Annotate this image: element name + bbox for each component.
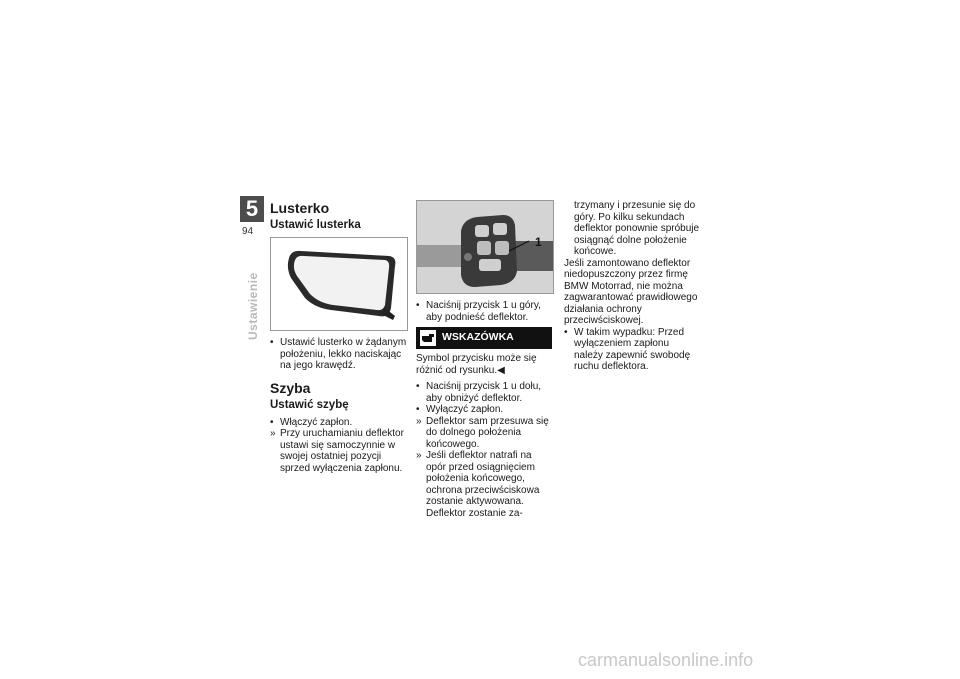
subsection-title-adjust-mirror: Ustawić lusterka	[270, 219, 361, 231]
note-title: WSKAZÓWKA	[442, 331, 514, 343]
list-item-text: W takim wypadku: Przed wyłączeniem zapłonu należy zapewnić swobodę ruchu deflektora.	[574, 326, 691, 372]
list-item	[416, 300, 552, 323]
callout-number: 1	[535, 235, 542, 249]
list-item-text: Deflektor sam przesuwa się do dolnego położenia końcowego.	[426, 415, 549, 450]
list-item	[270, 337, 408, 372]
list-item	[416, 416, 552, 451]
list-item	[416, 381, 552, 404]
switch-drawing	[417, 201, 553, 293]
list-item-text: Naciśnij przycisk 1 u dołu, aby obniżyć deflektor.	[426, 381, 542, 404]
chapter-number: 5	[240, 196, 264, 222]
bullet-marker: •	[416, 381, 420, 392]
column-3	[564, 200, 700, 373]
paragraph: Jeśli zamontowano deflektor niedopuszczony przez firmę BMW Motorrad, nie można zagwarantować prawidłowego działania ochrony przeciwściskowej.	[564, 257, 698, 326]
section-title-mirror: Lusterko	[270, 200, 330, 216]
list-item-text: Naciśnij przycisk 1 u góry, aby podnieść deflektor.	[426, 300, 541, 323]
list-item-text: Ustawić lusterko w żądanym położeniu, lekko naciskając na jego krawędź.	[280, 337, 407, 371]
bullet-marker: •	[270, 337, 274, 348]
list-item-text: Włączyć zapłon.	[280, 416, 353, 428]
list-item-text: Jeśli deflektor natrafi na opór przed osiągnięciem położenia końcowego, ochrona przeciwściskowa zostanie aktywowana. Deflektor zostanie za-	[426, 450, 540, 519]
watermark: carmanualsonline.info	[578, 650, 754, 670]
pointing-hand-icon	[420, 330, 436, 346]
bullet-marker: •	[416, 404, 420, 415]
column-2	[416, 200, 552, 519]
subsection-title-adjust-windshield: Ustawić szybę	[270, 398, 349, 411]
note-banner	[416, 327, 552, 349]
bullet-marker: •	[564, 326, 568, 338]
continued-text: trzymany i przesunie się do góry. Po kilku sekundach deflektor ponownie spróbuje osiągnąć dolne położenie końcowe.	[574, 200, 700, 257]
note-text: Symbol przycisku może się różnić od rysunku.◀	[416, 353, 537, 376]
chapter-side-label: Ustawienie	[246, 272, 260, 340]
result-marker: »	[416, 415, 422, 427]
page-number: 94	[242, 226, 254, 237]
mirror-illustration	[270, 237, 408, 331]
section-title-windshield: Szyba	[270, 379, 311, 396]
list-item	[270, 417, 408, 429]
list-item	[564, 327, 700, 373]
column-1	[270, 200, 408, 474]
mirror-drawing	[271, 238, 407, 330]
bullet-marker: •	[416, 300, 420, 311]
result-marker: »	[416, 450, 422, 461]
handlebar-switch-illustration	[416, 200, 554, 294]
list-item	[416, 450, 552, 519]
list-item	[416, 404, 552, 416]
list-item-text: Wyłączyć zapłon.	[426, 404, 504, 415]
list-item-text: Przy uruchamianiu deflektor ustawi się samoczynnie w swojej ostatniej pozycji sprzed wyłączenia zapłonu.	[280, 428, 404, 474]
bullet-marker: •	[270, 416, 274, 428]
list-item	[270, 428, 408, 474]
result-marker: »	[270, 428, 276, 439]
